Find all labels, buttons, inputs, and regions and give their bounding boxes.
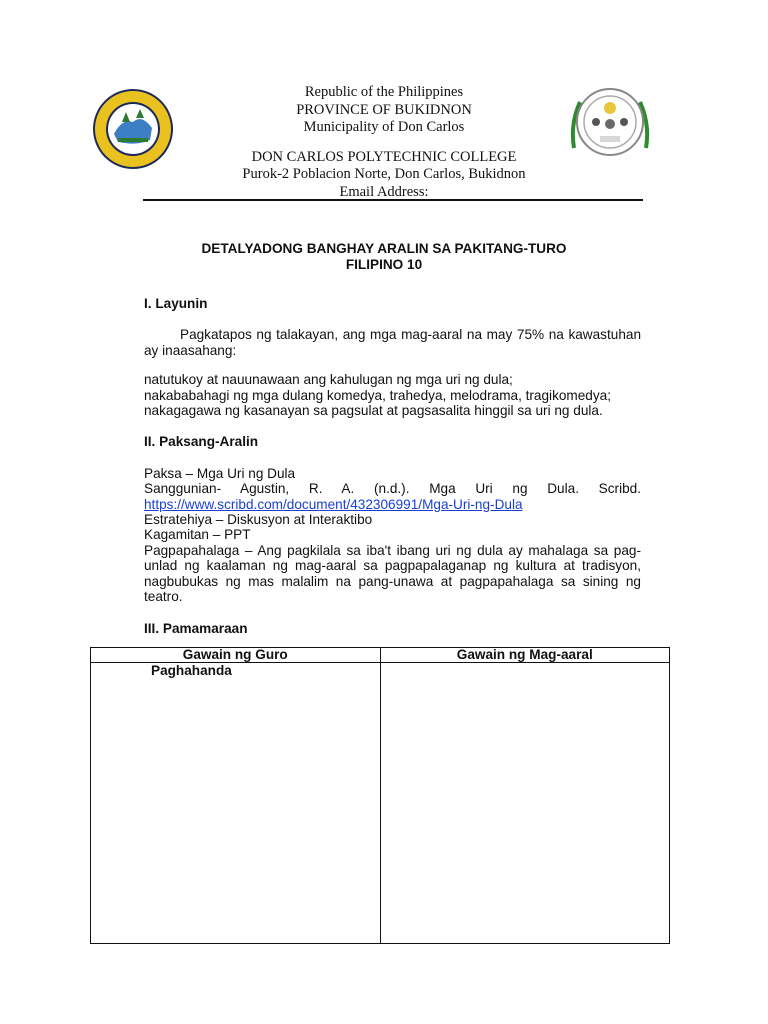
objective-item: natutukoy at nauunawaan ang kahulugan ng mga uri ng dula; [144, 372, 513, 388]
header-divider [143, 199, 643, 201]
estratehiya-line: Estratehiya – Diskusyon at Interaktibo [144, 512, 373, 528]
table-row [91, 663, 670, 944]
reference-link[interactable]: https://www.scribd.com/document/432306991/Mga-Uri-ng-Dula [144, 496, 523, 512]
paksa-line: Paksa – Mga Uri ng Dula [144, 465, 296, 481]
objective-item: nakababahagi ng mga dulang komedya, trahedya, melodrama, tragikomedya; [144, 387, 612, 403]
document-title [0, 241, 768, 273]
column-header-guro: Gawain ng Guro [91, 648, 381, 663]
mag-aaral-cell [380, 663, 670, 944]
school-name: DON CARLOS POLYTECHNIC COLLEGE [251, 148, 517, 165]
province-line: PROVINCE OF BUKIDNON [296, 101, 472, 118]
paghahanda-label: Paghahanda [151, 663, 232, 678]
email-line: Email Address: [339, 183, 429, 200]
kagamitan-line: Kagamitan – PPT [144, 527, 251, 543]
school-address: Purok-2 Poblacion Norte, Don Carlos, Bukidnon [242, 166, 526, 182]
sanggunian-line: Sanggunian- Agustin, R. A. (n.d.). Mga Uri ng Dula. Scribd. [144, 481, 641, 497]
pagpapahalaga-line: Pagpapahalaga – Ang pagkilala sa iba't ibang uri ng dula ay mahalaga sa pag-unlad ng kaalaman ng mag-aaral sa pagpapalaganap ng kultura at tradisyon, nagbubukas ng mas malalim na pang-unawa at pagpapahalaga sa sining ng teatro. [144, 542, 641, 605]
letterhead [0, 84, 768, 201]
title-line-2: FILIPINO 10 [345, 257, 423, 272]
guro-cell [91, 663, 381, 944]
section-heading-pamamaraan: III. Pamamaraan [144, 620, 248, 636]
table-header-row [91, 648, 670, 663]
country-line: Republic of the Philippines [304, 84, 464, 100]
municipality-line: Municipality of Don Carlos [303, 119, 465, 135]
procedure-table [90, 647, 670, 944]
objective-item: nakagagawa ng kasanayan sa pagsulat at pagsasalita hinggil sa uri ng dula. [144, 403, 603, 419]
column-header-mag-aaral: Gawain ng Mag-aaral [380, 648, 670, 663]
title-line-1: DETALYADONG BANGHAY ARALIN SA PAKITANG-TURO [201, 241, 567, 256]
layunin-intro: Pagkatapos ng talakayan, ang mga mag-aaral na may 75% na kawastuhan ay inaasahang: [144, 327, 641, 358]
lesson-content [144, 296, 641, 636]
section-heading-layunin: I. Layunin [144, 296, 208, 311]
section-heading-paksang-aralin: II. Paksang-Aralin [144, 434, 259, 450]
